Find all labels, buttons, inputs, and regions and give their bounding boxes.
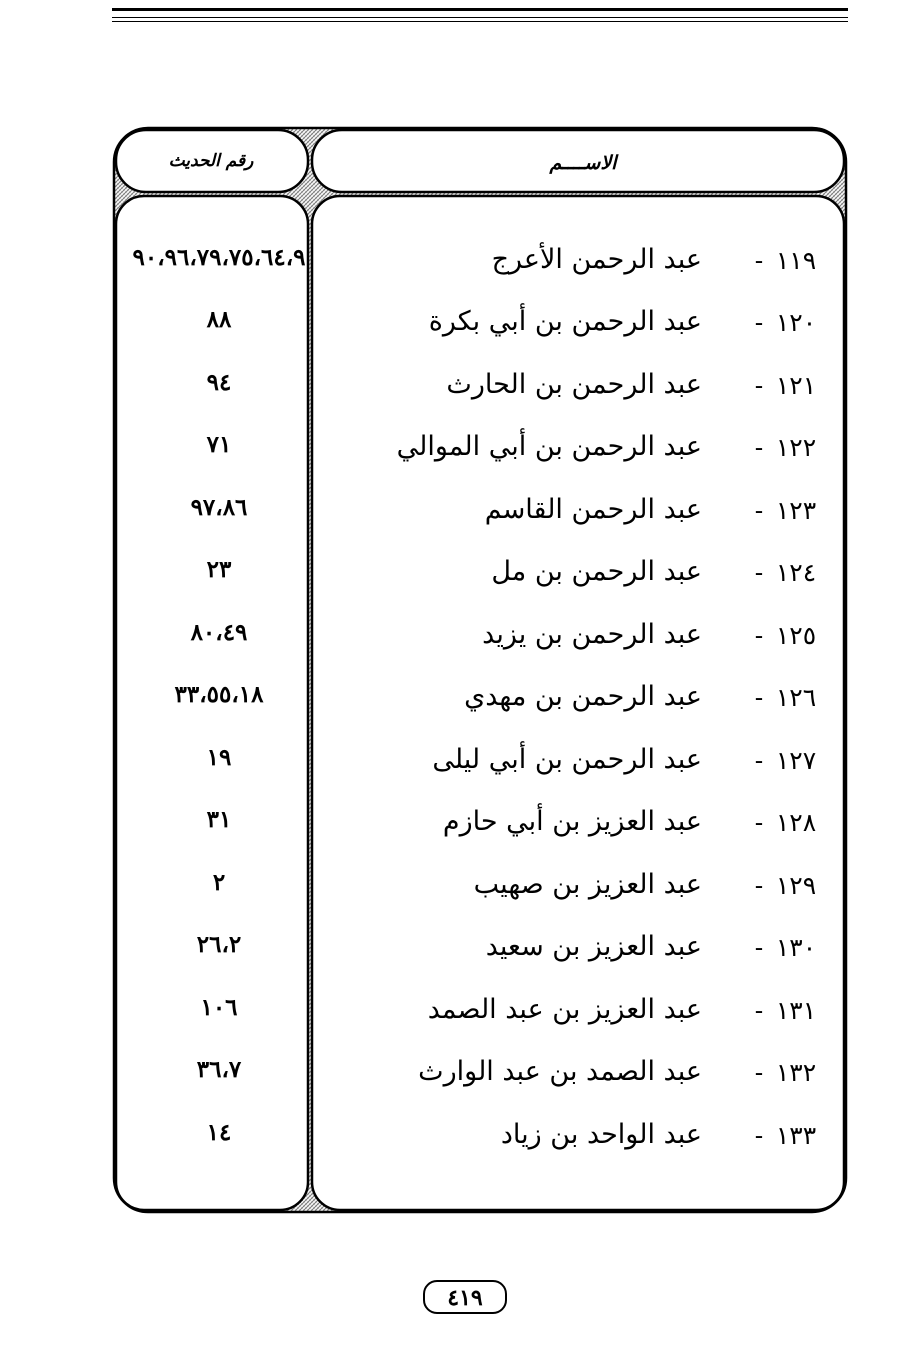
row-number: ١٢٣	[775, 496, 817, 525]
row-dash: -	[754, 808, 764, 837]
hadith-refs: ٧١	[206, 431, 232, 458]
row-number: ١١٩	[775, 246, 817, 275]
row-dash: -	[754, 933, 764, 962]
row-dash: -	[754, 871, 764, 900]
row-number: ١٣١	[775, 996, 817, 1025]
narrator-name: عبد الرحمن القاسم	[484, 494, 702, 525]
row-number: ١٣٣	[775, 1121, 817, 1150]
table-row	[0, 548, 914, 610]
table-row	[0, 298, 914, 360]
row-number: ١٣٢	[775, 1058, 817, 1087]
table-row	[0, 611, 914, 673]
row-dash: -	[754, 1121, 764, 1150]
row-number: ١٢١	[775, 371, 817, 400]
table-row	[0, 736, 914, 798]
narrator-name: عبد الرحمن بن الحارث	[446, 369, 702, 400]
row-dash: -	[754, 246, 764, 275]
narrator-name: عبد العزيز بن صهيب	[473, 869, 702, 900]
hadith-refs: ١٠٦	[200, 994, 238, 1021]
hadith-refs: ٢٣	[206, 556, 232, 583]
table-row	[0, 1048, 914, 1110]
row-dash: -	[754, 496, 764, 525]
hadith-refs: ٣٣،٥٥،١٨	[174, 681, 264, 708]
narrator-name: عبد الواحد بن زياد	[500, 1119, 702, 1150]
hadith-refs: ٩٧،٨٦	[190, 494, 248, 521]
table-row	[0, 986, 914, 1048]
hadith-refs: ٨٠،٤٩	[190, 619, 248, 646]
row-dash: -	[754, 371, 764, 400]
row-dash: -	[754, 683, 764, 712]
table-row	[0, 673, 914, 735]
narrator-name: عبد الرحمن بن يزيد	[482, 619, 702, 650]
row-number: ١٢٩	[775, 871, 817, 900]
hadith-refs: ٣٦،٧	[196, 1056, 242, 1083]
row-number: ١٣٠	[775, 933, 817, 962]
table-row	[0, 798, 914, 860]
narrator-name: عبد العزيز بن أبي حازم	[442, 806, 702, 837]
row-dash: -	[754, 746, 764, 775]
table-row	[0, 486, 914, 548]
table-row	[0, 236, 914, 298]
row-number: ١٢٧	[775, 746, 817, 775]
table-row	[0, 361, 914, 423]
row-number: ١٢٨	[775, 808, 817, 837]
row-dash: -	[754, 433, 764, 462]
hadith-refs: ٢٦،٢	[196, 931, 242, 958]
table-row	[0, 923, 914, 985]
narrator-name: عبد الرحمن بن أبي الموالي	[396, 431, 702, 462]
row-dash: -	[754, 1058, 764, 1087]
row-number: ١٢٦	[775, 683, 817, 712]
hadith-refs: ٩٠،٩٦،٧٩،٧٥،٦٤،٩	[132, 244, 306, 271]
row-dash: -	[754, 996, 764, 1025]
row-number: ١٢٤	[775, 558, 817, 587]
page-number-box	[423, 1280, 507, 1314]
hadith-refs: ٩٤	[206, 369, 232, 396]
narrator-name: عبد الرحمن بن أبي بكرة	[428, 306, 702, 337]
row-dash: -	[754, 308, 764, 337]
row-dash: -	[754, 558, 764, 587]
narrator-name: عبد الرحمن بن مل	[491, 556, 702, 587]
hadith-refs: ٨٨	[206, 306, 232, 333]
hadith-refs: ١٩	[206, 744, 232, 771]
table-row	[0, 861, 914, 923]
page-number: ٤١٩	[447, 1285, 483, 1311]
row-number: ١٢٢	[775, 433, 817, 462]
name-column-header: الاســــم	[549, 152, 617, 174]
hadith-refs: ١٤	[206, 1119, 232, 1146]
narrator-name: عبد الرحمن الأعرج	[491, 244, 702, 275]
narrator-name: عبد العزيز بن سعيد	[485, 931, 702, 962]
narrator-name: عبد الرحمن بن أبي ليلى	[432, 744, 702, 775]
narrator-name: عبد العزيز بن عبد الصمد	[427, 994, 702, 1025]
narrator-name: عبد الرحمن بن مهدي	[464, 681, 702, 712]
narrator-name: عبد الصمد بن عبد الوارث	[418, 1056, 702, 1087]
row-number: ١٢٥	[775, 621, 817, 650]
row-number: ١٢٠	[775, 308, 817, 337]
hadith-number-column-header: رقم الحديث	[168, 151, 254, 171]
hadith-refs: ٢	[212, 869, 226, 896]
table-row	[0, 1111, 914, 1173]
hadith-refs: ٣١	[206, 806, 232, 833]
table-row	[0, 423, 914, 485]
row-dash: -	[754, 621, 764, 650]
